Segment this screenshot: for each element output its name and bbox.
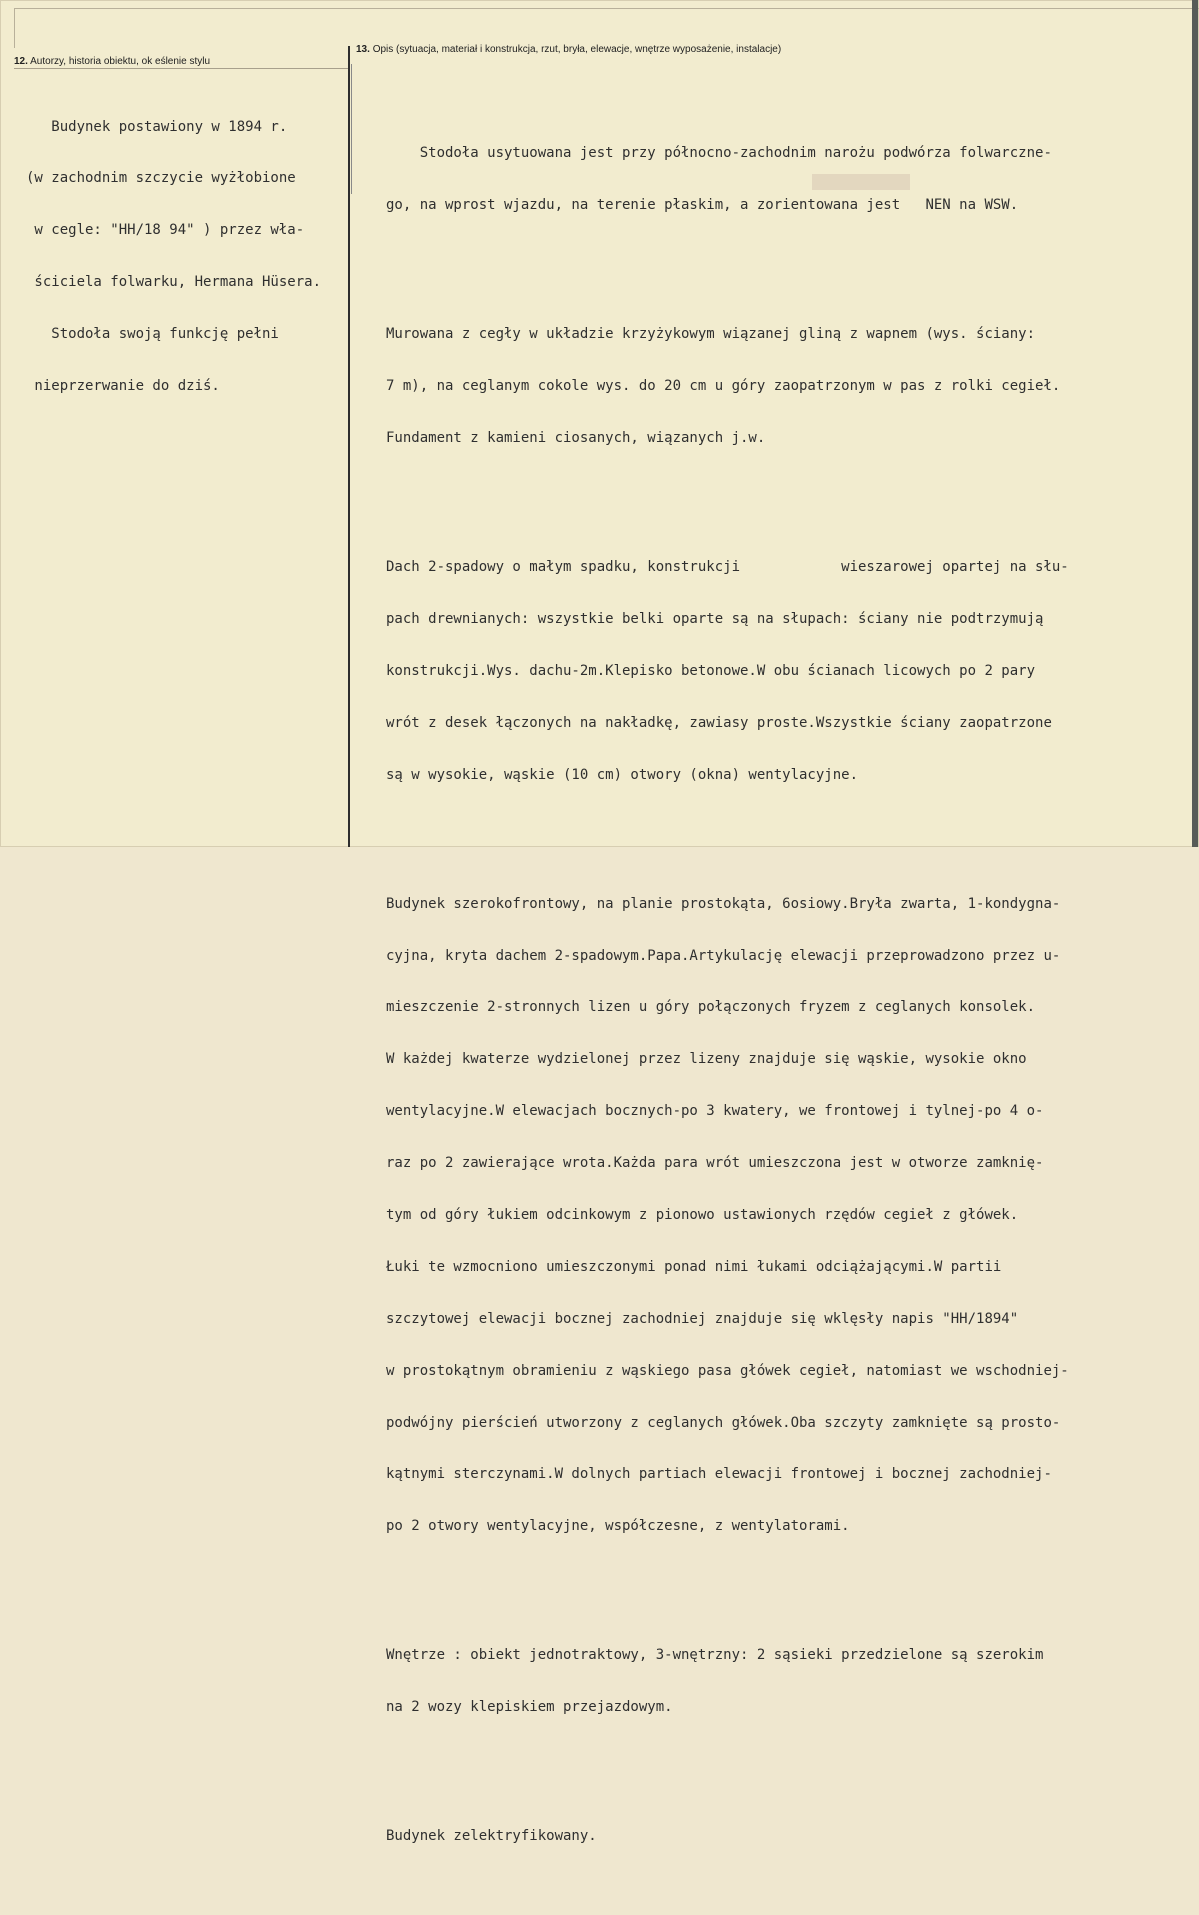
right-line: wentylacyjne.W elewacjach bocznych-po 3 kwatery, we frontowej i tylnej-po 4 o- — [386, 1103, 1044, 1120]
right-line: w prostokątnym obramieniu z wąskiego pasa główek cegieł, natomiast we wschodniej- — [386, 1362, 1069, 1379]
section-13-title: Opis (sytuacja, materiał i konstrukcja, rzut, bryła, elewacje, wnętrze wyposażenie, instalacje) — [372, 44, 782, 55]
right-line: go, na wprost wjazdu, na terenie płaskim, a zorientowana jest NEN na WSW. — [386, 197, 1019, 214]
right-column-text — [386, 76, 1069, 1915]
right-line: tym od góry łukiem odcinkowym z pionowo ustawionych rzędów cegieł z główek. — [386, 1207, 1019, 1223]
right-line: na 2 wozy klepiskiem przejazdowym. — [386, 1699, 673, 1716]
paragraph-situation — [386, 111, 1069, 249]
right-line: cyjna, kryta dachem 2-spadowym.Papa.Artykulację elewacji przeprowadzono przez u- — [386, 947, 1061, 964]
right-line: Budynek zelektryfikowany. — [386, 1828, 597, 1845]
right-line: Stodoła usytuowana jest przy północno-zachodnim narożu podwórza folwarczne- — [386, 145, 1052, 162]
left-border-line — [14, 8, 15, 48]
left-header-rule — [14, 68, 348, 69]
paragraph-material — [386, 292, 1069, 482]
paragraph-installation — [386, 1794, 1069, 1880]
right-line: Wnętrze : obiekt jednotraktowy, 3-wnętrzny: 2 sąsieki przedzielone są szerokim — [386, 1647, 1044, 1664]
section-12-number: 12. — [14, 56, 28, 67]
right-line: są w wysokie, wąskie (10 cm) otwory (okna) wentylacyjne. — [386, 766, 859, 783]
column-divider-secondary — [351, 64, 352, 194]
right-dark-edge — [1192, 0, 1198, 847]
section-12-title: Autorzy, historia obiektu, ok eślenie stylu — [30, 56, 211, 67]
right-line: wrót z desek łączonych na nakładkę, zawiasy proste.Wszystkie ściany zaopatrzone — [386, 714, 1052, 731]
left-line: ściciela folwarku, Hermana Hüsera. — [26, 274, 322, 291]
right-line: podwójny pierścień utworzony z ceglanych główek.Oba szczyty zamknięte są prosto- — [386, 1414, 1061, 1431]
right-line: Łuki te wzmocniono umieszczonymi ponad nimi łukami odciążającymi.W partii — [386, 1258, 1002, 1275]
right-line: W każdej kwaterze wydzielonej przez lizeny znajduje się wąskie, wysokie okno — [386, 1051, 1027, 1068]
right-line: raz po 2 zawierające wrota.Każda para wrót umieszczona jest w otworze zamknię- — [386, 1155, 1044, 1172]
column-divider — [348, 46, 350, 847]
section-13-header — [356, 44, 781, 56]
paragraph-roof — [386, 524, 1069, 818]
left-line: Budynek postawiony w 1894 r. — [26, 118, 288, 135]
left-line: (w zachodnim szczycie wyżłobione — [26, 170, 296, 187]
right-line: Fundament z kamieni ciosanych, wiązanych j.w. — [386, 429, 766, 446]
right-line: pach drewnianych: wszystkie belki oparte są na słupach: ściany nie podtrzymują — [386, 610, 1044, 627]
left-line: w cegle: "HH/18 94" ) przez wła- — [26, 222, 305, 239]
right-line: Budynek szerokofrontowy, na planie prostokąta, 6osiowy.Bryła zwarta, 1-kondygna- — [386, 895, 1061, 912]
right-line: mieszczenie 2-stronnych lizen u góry połączonych fryzem z ceglanych konsolek. — [386, 999, 1036, 1016]
left-line: Stodoła swoją funkcję pełni — [26, 326, 279, 343]
left-line: nieprzerwanie do dziś. — [26, 378, 220, 395]
right-line: Murowana z cegły w układzie krzyżykowym wiązanej gliną z wapnem (wys. ściany: — [386, 326, 1036, 343]
right-line: kątnymi sterczynami.W dolnych partiach elewacji frontowej i bocznej zachodniej- — [386, 1466, 1052, 1483]
paragraph-elevation — [386, 861, 1069, 1570]
left-column-text — [26, 84, 321, 430]
top-border-line — [14, 8, 1199, 9]
right-line: konstrukcji.Wys. dachu-2m.Klepisko betonowe.W obu ścianach licowych po 2 pary — [386, 662, 1036, 679]
section-13-number: 13. — [356, 44, 370, 55]
right-line: szczytowej elewacji bocznej zachodniej znajduje się wklęsły napis "HH/1894" — [386, 1310, 1019, 1327]
paragraph-interior — [386, 1613, 1069, 1751]
right-line: po 2 otwory wentylacyjne, współczesne, z wentylatorami. — [386, 1518, 850, 1535]
right-line: Dach 2-spadowy o małym spadku, konstrukcji wieszarowej opartej na słu- — [386, 559, 1069, 576]
section-12-header — [14, 56, 210, 68]
right-line: 7 m), na ceglanym cokole wys. do 20 cm u góry zaopatrzonym w pas z rolki cegieł. — [386, 378, 1061, 395]
